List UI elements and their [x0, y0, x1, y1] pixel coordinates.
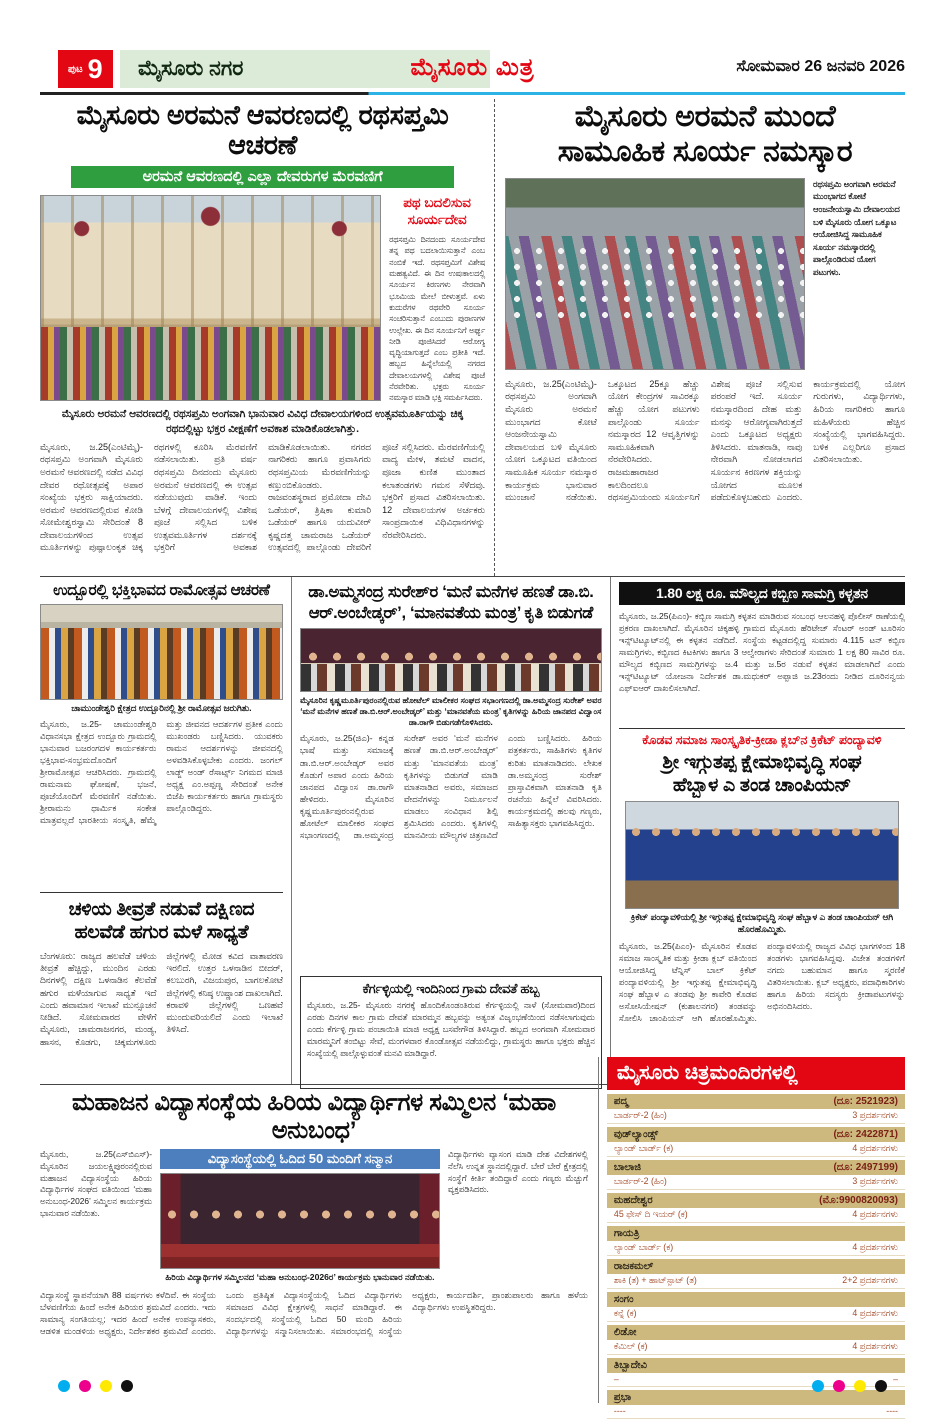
cricket-kicker: ಕೊಡವ ಸಮಾಜ ಸಾಂಸ್ಕೃತಿಕ-ಕ್ರೀಡಾ ಕ್ಲಬ್‌ನ ಕ್ರಿಕೆಟ್ ಪಂದ್ಯಾವಳಿ — [642, 733, 882, 747]
print-registration-marks-right — [812, 1380, 887, 1392]
mahajana-stage-photo — [160, 1173, 440, 1269]
story-divider — [619, 728, 905, 729]
masthead-title: ಮೈಸೂರು ಮಿತ್ರ — [410, 54, 535, 81]
film-name: ಬಾರ್ಡರ್-2 (ಹಿಂ) — [613, 1176, 667, 1186]
book-release-body: ಮೈಸೂರು, ಜ.25(ಜಿಎ)- ಕನ್ನಡ ಭಾಷೆ ಮತ್ತು ಸಮಾಜಕ್ಕೆ ಡಾ.ಬಿ.ಆರ್.ಅಂಬೇಡ್ಕರ್ ಅವರ ಕೊಡುಗೆ ಅಪಾರ ಎಂದು ಹಿರಿಯ ಜಾನಪದ ವಿದ್ವಾಂಸ ಡಾ.ರಾಗೌ ಹೇಳಿದರು. ಮೈಸೂರಿನ ಕೃಷ್ಣಮೂರ್ತಿಪುರಂನಲ್ಲಿರುವ ಹೋಟೆಲ್ ಮಾಲೀಕರ ಸಂಘದ ಸಭಾಂಗಣದಲ್ಲಿ ಡಾ.ಅಮ್ಮಸಂದ್ರ ಸುರೇಶ್ ಅವರ ‘ಮನೆ ಮನೆಗಳ ಹಣತೆ ಡಾ.ಬಿ.ಆರ್.ಅಂಬೇಡ್ಕರ್’ ಮತ್ತು ‘ಮಾನವತೆಯ ಮಂತ್ರ’ ಕೃತಿಗಳನ್ನು ಬಿಡುಗಡೆ ಮಾಡಿ ಮಾತನಾಡಿದ ಅವರು, ಸಮಾಜದ ವೇದನೆಗಳನ್ನು ನಿರ್ಮೂಲನೆ ಮಾಡಲು ಸಂವಿಧಾನ ಶಿಲ್ಪಿ ಶ್ರಮಿಸಿದರು ಎಂದರು. ಕೃತಿಗಳಲ್ಲಿ ಮಾನವೀಯ ಮೌಲ್ಯಗಳ ಚಿತ್ರಣವಿದೆ ಎಂದು ಬಣ್ಣಿಸಿದರು. ಹಿರಿಯ ಪತ್ರಕರ್ತರು, ಸಾಹಿತಿಗಳು ಕೃತಿಗಳ ಕುರಿತು ಮಾತನಾಡಿದರು. ಲೇಖಕ ಡಾ.ಅಮ್ಮಸಂದ್ರ ಸುರೇಶ್ ಪ್ರಾಸ್ತಾವಿಕವಾಗಿ ಮಾತನಾಡಿ ಕೃತಿ ರಚನೆಯ ಹಿನ್ನೆಲೆ ವಿವರಿಸಿದರು. ಕಾರ್ಯಕ್ರಮದಲ್ಲಿ ಹಲವು ಗಣ್ಯರು, ಸಾಹಿತ್ಯಾಸಕ್ತರು ಭಾಗವಹಿಸಿದ್ದರು. — [299, 733, 602, 840]
rathasaptami-headline: ಮೈಸೂರು ಅರಮನೆ ಆವರಣದಲ್ಲಿ ರಥಸಪ್ತಮಿ ಆಚರಣೆ — [76, 100, 449, 160]
cinema-row — [607, 1160, 905, 1190]
show-count: 4 ಪ್ರದರ್ಶನಗಳು — [852, 1143, 898, 1153]
theatre-phone: (ದೂ: 2521923) — [833, 1096, 898, 1107]
cricket-headline — [619, 751, 905, 797]
kergalli-story-box — [300, 976, 602, 1089]
black-dot-icon — [121, 1380, 133, 1392]
cricket-headline-line2: ಹೆಬ್ಬಾಳ ಎ ತಂಡ ಚಾಂಪಿಯನ್ — [672, 775, 852, 797]
column-center — [291, 577, 611, 1084]
film-name: – — [613, 1374, 619, 1384]
film-name: ಕೆಮಿಲ್ (ಕ) — [613, 1341, 648, 1351]
black-dot-icon — [875, 1380, 887, 1392]
surya-headline-line2: ಸಾಮೂಹಿಕ ಸೂರ್ಯ ನಮಸ್ಕಾರ — [557, 135, 853, 169]
theatre-name: ವುಡ್‌ಲ್ಯಾಂಡ್ಸ್ — [613, 1129, 659, 1140]
theatre-name: ಪ್ರಭಾ — [613, 1392, 632, 1403]
show-count: ---- — [886, 1406, 898, 1416]
theatre-name: ಪದ್ಮ — [613, 1096, 629, 1107]
cricket-team-photo — [625, 801, 899, 909]
show-count: 2+2 ಪ್ರದರ್ಶನಗಳು — [842, 1275, 898, 1285]
show-count: 4 ಪ್ರದರ್ಶನಗಳು — [852, 1242, 898, 1252]
weather-headline-line2: ಹಲವೆಡೆ ಹಗುರ ಮಳೆ ಸಾಧ್ಯತೆ — [74, 921, 249, 943]
weather-headline — [40, 899, 283, 945]
theatre-phone: (ದೂ: 2497199) — [833, 1162, 898, 1173]
cinema-row — [607, 1226, 905, 1256]
film-name: ಕನ್ನೆ (ಕ) — [613, 1308, 637, 1318]
cyan-dot-icon — [58, 1380, 70, 1392]
show-count: 3 ಪ್ರದರ್ಶನಗಳು — [852, 1110, 898, 1120]
yellow-dot-icon — [100, 1380, 112, 1392]
rathasaptami-strapline: ಅರಮನೆ ಆವರಣದಲ್ಲಿ ಎಲ್ಲಾ ದೇವರುಗಳ ಮೆರವಣಿಗೆ — [71, 166, 454, 188]
header-rule — [40, 92, 905, 95]
page-header — [40, 50, 905, 90]
theatre-name: ರಾಜಕಮಲ್ — [613, 1261, 654, 1272]
story-rathasaptami — [40, 99, 494, 576]
surya-headline-line1: ಮೈಸೂರು ಅರಮನೆ ಮುಂದೆ — [574, 100, 836, 133]
page-number: 9 — [87, 53, 103, 84]
theatre-name: ತಿಬ್ಬಾದೇವಿ — [613, 1360, 647, 1371]
palace-procession-photo — [40, 195, 381, 401]
udbur-headline: ಉದ್ಬೂರಲ್ಲಿ ಭಕ್ತಿಭಾವದ ರಾಮೋತ್ಸವ ಆಚರಣೆ — [53, 582, 270, 599]
cinema-row — [607, 1325, 905, 1355]
mahajana-body-right: ವಿದ್ಯಾರ್ಥಿಗಳು ವ್ಯಾಸಂಗ ಮಾಡಿ ದೇಶ ವಿದೇಶಗಳಲ್ಲಿ ನೆಲೆಸಿ ಉನ್ನತ ಸ್ಥಾನದಲ್ಲಿದ್ದಾರೆ. ಬೇರೆ ಬೇರೆ ಕ್ಷೇತ್ರದಲ್ಲಿ ಸಂಸ್ಥೆಗೆ ಕೀರ್ತಿ ತಂದಿದ್ದಾರೆ ಎಂದು ಗಣ್ಯರು ಮೆಚ್ಚುಗೆ ವ್ಯಕ್ತಪಡಿಸಿದರು. — [447, 1149, 588, 1195]
book-photo-caption: ಮೈಸೂರಿನ ಕೃಷ್ಣಮೂರ್ತಿಪುರಂನಲ್ಲಿರುವ ಹೋಟೆಲ್ ಮಾಲೀಕರ ಸಂಘದ ಸಭಾಂಗಣದಲ್ಲಿ ಡಾ.ಅಮ್ಮಸಂದ್ರ ಸುರೇಶ್ ಅವರ ‘ಮನೆ ಮನೆಗಳ ಹಣತೆ ಡಾ.ಬಿ.ಆರ್.ಅಂಬೇಡ್ಕರ್’ ಮತ್ತು ‘ಮಾನವತೆಯ ಮಂತ್ರ’ ಕೃತಿಗಳನ್ನು ಹಿರಿಯ ಜಾನಪದ ವಿದ್ವಾಂಸ ಡಾ.ರಾಗೌ ಬಿಡುಗಡೆಗೊಳಿಸಿದರು. — [300, 696, 602, 728]
cinema-listing — [598, 1057, 905, 1416]
weather-body: ಬೆಂಗಳೂರು: ರಾಜ್ಯದ ಹಲವೆಡೆ ಚಳಿಯ ತೀವ್ರತೆ ಹೆಚ್ಚಿದ್ದು, ಮುಂದಿನ ಎರಡು ದಿನಗಳಲ್ಲಿ ದಕ್ಷಿಣ ಒಳನಾಡಿನ ಕೆಲವೆಡೆ ಹಗುರ ಮಳೆಯಾಗುವ ಸಾಧ್ಯತೆ ಇದೆ ಎಂದು ಹವಾಮಾನ ಇಲಾಖೆ ಮುನ್ಸೂಚನೆ ನೀಡಿದೆ. ಸೋಮವಾರದ ವೇಳೆಗೆ ಮೈಸೂರು, ಚಾಮರಾಜನಗರ, ಮಂಡ್ಯ, ಹಾಸನ, ಕೊಡಗು, ಚಿಕ್ಕಮಗಳೂರು ಜಿಲ್ಲೆಗಳಲ್ಲಿ ಮೋಡ ಕವಿದ ವಾತಾವರಣ ಇರಲಿದೆ. ಉತ್ತರ ಒಳನಾಡಿನ ಬೀದರ್, ಕಲಬುರಗಿ, ವಿಜಯಪುರ, ಬಾಗಲಕೋಟೆ ಜಿಲ್ಲೆಗಳಲ್ಲಿ ಕನಿಷ್ಠ ಉಷ್ಣಾಂಶ ದಾಖಲಾಗಿದೆ. ಕರಾವಳಿ ಜಿಲ್ಲೆಗಳಲ್ಲಿ ಒಣಹವೆ ಮುಂದುವರಿಯಲಿದೆ ಎಂದು ಇಲಾಖೆ ತಿಳಿಸಿದೆ. — [40, 950, 283, 1047]
mahajana-headline: ಮಹಾಜನ ವಿದ್ಯಾಸಂಸ್ಥೆಯ ಹಿರಿಯ ವಿದ್ಯಾರ್ಥಿಗಳ ಸಮ್ಮಿಲನ ‘ಮಹಾ ಅನುಬಂಧ’ — [71, 1089, 556, 1144]
theatre-phone: (ಮೊ:9900820093) — [819, 1195, 898, 1206]
story-surya-namaskara — [494, 99, 905, 576]
sidebar-text: ರಥಸಪ್ತಮಿ ದಿನದಂದು ಸೂರ್ಯದೇವ ತನ್ನ ಪಥ ಬದಲಾಯಿಸುತ್ತಾನೆ ಎಂಬ ನಂಬಿಕೆ ಇದೆ. ರಥಸಪ್ತಮಿಗೆ ವಿಶೇಷ ಮಹತ್ವವಿದೆ. ಈ ದಿನ ಉಷಃಕಾಲದಲ್ಲಿ ಸೂರ್ಯನ ಕಿರಣಗಳು ನೇರವಾಗಿ ಭೂಮಿಯ ಮೇಲೆ ಬೀಳುತ್ತವೆ. ಏಳು ಕುದುರೆಗಳ ರಥವೇರಿ ಸೂರ್ಯ ಸಂಚರಿಸುತ್ತಾನೆ ಎಂಬುದು ಪುರಾಣಗಳ ಉಲ್ಲೇಖ. ಈ ದಿನ ಸೂರ್ಯನಿಗೆ ಅರ್ಘ್ಯ ನೀಡಿ ಪೂಜಿಸಿದರೆ ಆರೋಗ್ಯ ವೃದ್ಧಿಯಾಗುತ್ತದೆ ಎಂಬ ಪ್ರತೀತಿ ಇದೆ. ಹಬ್ಬದ ಹಿನ್ನೆಲೆಯಲ್ಲಿ ನಗರದ ದೇವಾಲಯಗಳಲ್ಲಿ ವಿಶೇಷ ಪೂಜೆ ನೆರವೇರಿತು. ಭಕ್ತರು ಸೂರ್ಯ ನಮಸ್ಕಾರ ಮಾಡಿ ಭಕ್ತಿ ಸಮರ್ಪಿಸಿದರು. — [389, 235, 486, 403]
cinema-row — [607, 1127, 905, 1157]
mahajana-photo-caption: ಹಿರಿಯ ವಿದ್ಯಾರ್ಥಿಗಳ ಸಮ್ಮಿಲನದ ‘ಮಹಾ ಅನುಬಂಧ-2026ರ’ ಕಾರ್ಯಕ್ರಮ ಭಾನುವಾರ ನಡೆಯಿತು. — [165, 1272, 435, 1283]
cinema-row — [607, 1292, 905, 1322]
udbur-body: ಮೈಸೂರು, ಜ.25- ಚಾಮುಂಡೇಶ್ವರಿ ವಿಧಾನಸಭಾ ಕ್ಷೇತ್ರದ ಉದ್ಬೂರು ಗ್ರಾಮದಲ್ಲಿ ಭಾನುವಾರ ಬಜರಂಗದಳ ಕಾರ್ಯಕರ್ತರು ಭಕ್ತಿಭಾವ-ಸಂಭ್ರಮದೊಂದಿಗೆ ಶ್ರೀರಾಮೋತ್ಸವ ಆಚರಿಸಿದರು. ಗ್ರಾಮದಲ್ಲಿ ರಾಮನಾಮ ಘೋಷಣೆ, ಭಜನೆ, ಪೂಜೆಯೊಂದಿಗೆ ಮೆರವಣಿಗೆ ನಡೆಯಿತು. ಶ್ರೀರಾಮನು ಧಾರ್ಮಿಕ ಸಂಕೇತ ಮಾತ್ರವಲ್ಲದೆ ಭಾರತೀಯ ಸಂಸ್ಕೃತಿ, ಹೆಮ್ಮೆ ಮತ್ತು ಜೀವನದ ಆದರ್ಶಗಳ ಪ್ರತೀಕ ಎಂದು ಮುಖಂಡರು ಬಣ್ಣಿಸಿದರು. ಯುವಕರು ರಾಮನ ಆದರ್ಶಗಳನ್ನು ಜೀವನದಲ್ಲಿ ಅಳವಡಿಸಿಕೊಳ್ಳಬೇಕು ಎಂದರು. ಜಂಗಲ್ ಲಾಡ್ಜ್ ಅಂಡ್ ರೆಸಾರ್ಟ್ಸ್ ನಿಗಮದ ಮಾಜಿ ಅಧ್ಯಕ್ಷ ಎಂ.ಅಪ್ಪಣ್ಣ ಸೇರಿದಂತೆ ಅನೇಕ ಬಿಜೆಪಿ ಕಾರ್ಯಕರ್ತರು ಹಾಗೂ ಗ್ರಾಮಸ್ಥರು ಪಾಲ್ಗೊಂಡಿದ್ದರು. — [40, 719, 283, 826]
top-stories — [40, 99, 905, 577]
book-release-headline: ಡಾ.ಅಮ್ಮಸಂದ್ರ ಸುರೇಶ್‌ರ ‘ಮನೆ ಮನೆಗಳ ಹಣತೆ ಡಾ.ಬಿ. ಆರ್.ಅಂಬೇಡ್ಕರ್’, ‘ಮಾನವತೆಯ ಮಂತ್ರ’ ಕೃತಿ ಬಿಡುಗಡೆ — [308, 583, 594, 622]
story-mahajana — [40, 1085, 598, 1395]
theatre-name: ಗಾಯತ್ರಿ — [613, 1228, 640, 1239]
bottom-stories — [40, 1062, 905, 1416]
page-label: ಪುಟ — [68, 63, 83, 75]
magenta-dot-icon — [833, 1380, 845, 1392]
book-release-photo — [300, 628, 602, 692]
cinema-title: ಮೈಸೂರು ಚಿತ್ರಮಂದಿರಗಳಲ್ಲಿ — [607, 1057, 905, 1090]
film-name: ಲ್ಯಾಂಡ್ ಬಾರ್ಡ್ (ಕ) — [613, 1242, 674, 1252]
film-name: ಬಾರ್ಡರ್-2 (ಹಿಂ) — [613, 1110, 667, 1120]
column-right — [611, 577, 905, 1084]
story-divider — [40, 892, 283, 893]
show-count: 3 ಪ್ರದರ್ಶನಗಳು — [852, 1176, 898, 1186]
theatre-name: ಲಿಡೋ — [613, 1327, 637, 1338]
surya-body: ಮೈಸೂರು, ಜ.25(ಎಂಟಿಮೈ)- ರಥಸಪ್ತಮಿ ಅಂಗವಾಗಿ ಮೈಸೂರು ಅರಮನೆ ಮುಂಭಾಗದ ಕೋಟೆ ಆಂಜನೇಯಸ್ವಾಮಿ ದೇವಾಲಯದ ಬಳಿ ಮೈಸೂರು ಯೋಗ ಒಕ್ಕೂಟದ ವತಿಯಿಂದ ಸಾಮೂಹಿಕ ಸೂರ್ಯ ನಮಸ್ಕಾರ ಕಾರ್ಯಕ್ರಮ ಭಾನುವಾರ ಮುಂಜಾನೆ ನಡೆಯಿತು. ಒಕ್ಕೂಟದ 25ಕ್ಕೂ ಹೆಚ್ಚು ಯೋಗ ಕೇಂದ್ರಗಳ ಸಾವಿರಕ್ಕೂ ಹೆಚ್ಚು ಯೋಗ ಪಟುಗಳು ಪಾಲ್ಗೊಂಡು ಸೂರ್ಯ ನಮಸ್ಕಾರದ 12 ಆವೃತ್ತಿಗಳನ್ನು ಸಾಮೂಹಿಕವಾಗಿ ನೆರವೇರಿಸಿದರು. ರಾಜಮಹಾರಾಜರ ಕಾಲದಿಂದಲೂ ರಥಸಪ್ತಮಿಯಂದು ಸೂರ್ಯನಿಗೆ ವಿಶೇಷ ಪೂಜೆ ಸಲ್ಲಿಸುವ ಪರಂಪರೆ ಇದೆ. ಸೂರ್ಯ ನಮಸ್ಕಾರದಿಂದ ದೇಹ ಮತ್ತು ಮನಸ್ಸು ಆರೋಗ್ಯವಾಗಿರುತ್ತದೆ ಎಂದು ಒಕ್ಕೂಟದ ಅಧ್ಯಕ್ಷರು ತಿಳಿಸಿದರು. ಮಾತನಾಡಿ, ನಾವು ನೇರವಾಗಿ ನೋಡಲಾಗದ ಸೂರ್ಯನ ಕಿರಣಗಳ ಶಕ್ತಿಯನ್ನು ಯೋಗದ ಮೂಲಕ ಪಡೆದುಕೊಳ್ಳಬಹುದು ಎಂದರು. ಕಾರ್ಯಕ್ರಮದಲ್ಲಿ ಯೋಗ ಗುರುಗಳು, ವಿದ್ಯಾರ್ಥಿಗಳು, ಹಿರಿಯ ನಾಗರಿಕರು ಹಾಗೂ ಮಹಿಳೆಯರು ಹೆಚ್ಚಿನ ಸಂಖ್ಯೆಯಲ್ಲಿ ಭಾಗವಹಿಸಿದ್ದರು. ಬಳಿಕ ಎಲ್ಲರಿಗೂ ಪ್ರಸಾದ ವಿತರಿಸಲಾಯಿತು. — [505, 378, 905, 503]
cricket-photo-caption: ಕ್ರಿಕೆಟ್ ಪಂದ್ಯಾವಳಿಯಲ್ಲಿ ಶ್ರೀ ಇಗ್ಗುತಪ್ಪ ಕ್ಷೇಮಾಭಿವೃದ್ಧಿ ಸಂಘ ಹೆಬ್ಬಾಳ ಎ ತಂಡ ಚಾಂಪಿಯನ್ ಆಗಿ ಹೊರಹೊಮ್ಮಿತು. — [630, 912, 894, 935]
mahajana-strapline: ವಿದ್ಯಾಸಂಸ್ಥೆಯಲ್ಲಿ ಓದಿದ 50 ಮಂದಿಗೆ ಸನ್ಮಾನ — [160, 1149, 440, 1169]
theatre-name: ಮಹದೇಶ್ವರ — [613, 1195, 653, 1206]
theatre-name: ಸಂಗಂ — [613, 1294, 634, 1305]
kergalli-body: ಮೈಸೂರು, ಜ.25- ಮೈಸೂರು ನಗರಕ್ಕೆ ಹೊಂದಿಕೊಂಡಂತಿರುವ ಕೆರ್ಗಳ್ಳಿಯಲ್ಲಿ ನಾಳೆ (ಸೋಮವಾರ)ದಿಂದ ಎರಡು ದಿನಗಳ ಕಾಲ ಗ್ರಾಮ ದೇವತೆ ಮಾರಮ್ಮನ ಹಬ್ಬವನ್ನು ಅತ್ಯಂತ ವಿಜೃಂಭಣೆಯಿಂದ ನಡೆಸಲಾಗುವುದು ಎಂದು ಕೆರ್ಗಳ್ಳಿ ಗ್ರಾಮ ಪಂಚಾಯಿತಿ ಮಾಜಿ ಅಧ್ಯಕ್ಷ ಬಸವೇಗೌಡ ತಿಳಿಸಿದ್ದಾರೆ. ಹಬ್ಬದ ಅಂಗವಾಗಿ ಸೋಮವಾರ ಮಾರಮ್ಮನಿಗೆ ತಂಬಿಟ್ಟು ಸೇವೆ, ಮಂಗಳವಾರ ಕೊಂಡೋತ್ಸವ ನಡೆಯಲಿದ್ದು, ಗ್ರಾಮಸ್ಥರು ಹಾಗೂ ಭಕ್ತರು ಹೆಚ್ಚಿನ ಸಂಖ್ಯೆಯಲ್ಲಿ ಪಾಲ್ಗೊಳ್ಳುವಂತೆ ಮನವಿ ಮಾಡಿದ್ದಾರೆ. — [306, 1000, 595, 1058]
show-count: 4 ಪ್ರದರ್ಶನಗಳು — [852, 1341, 898, 1351]
cinema-row — [607, 1094, 905, 1124]
yellow-dot-icon — [854, 1380, 866, 1392]
surya-photo-caption: ರಥಸಪ್ತಮಿ ಅಂಗವಾಗಿ ಅರಮನೆ ಮುಂಭಾಗದ ಕೋಟೆ ಆಂಜನೇಯಸ್ವಾಮಿ ದೇವಾಲಯದ ಬಳಿ ಮೈಸೂರು ಯೋಗ ಒಕ್ಕೂಟ ಆಯೋಜಿಸಿದ್ದ ಸಾಮೂಹಿಕ ಸೂರ್ಯ ನಮಸ್ಕಾರದಲ್ಲಿ ಪಾಲ್ಗೊಂಡಿರುವ ಯೋಗ ಪಟುಗಳು. — [813, 178, 900, 278]
section-name: ಮೈಸೂರು ನಗರ — [138, 57, 244, 80]
sidebar-title: ಪಥ ಬದಲಿಸುವ ಸೂರ್ಯದೇವ — [403, 195, 471, 228]
udbur-ramotsava-photo — [40, 604, 283, 700]
film-name: 45 ಫೇಸ್ ದಿ ಇಯರ್ (ಕ) — [613, 1209, 688, 1219]
magenta-dot-icon — [79, 1380, 91, 1392]
cyan-dot-icon — [812, 1380, 824, 1392]
middle-stories — [40, 577, 905, 1085]
theatre-phone: (ದೂ: 2422871) — [833, 1129, 898, 1140]
show-count: 4 ಪ್ರದರ್ಶನಗಳು — [852, 1308, 898, 1318]
cricket-headline-line1: ಶ್ರೀ ಇಗ್ಗುತಪ್ಪ ಕ್ಷೇಮಾಭಿವೃದ್ಧಿ ಸಂಘ — [662, 752, 862, 773]
film-name: ಶಾಕಿ (ತ) + ಹಾಟ್‌ಸ್ಪಾಟ್ (ತ) — [613, 1275, 697, 1285]
cricket-body: ಮೈಸೂರು, ಜ.25(ಪಿಎಂ)- ಮೈಸೂರಿನ ಕೊಡವ ಸಮಾಜ ಸಾಂಸ್ಕೃತಿಕ ಮತ್ತು ಕ್ರೀಡಾ ಕ್ಲಬ್ ವತಿಯಿಂದ ಆಯೋಜಿಸಿದ್ದ ಟೆನ್ನಿಸ್ ಬಾಲ್ ಕ್ರಿಕೆಟ್ ಪಂದ್ಯಾವಳಿಯಲ್ಲಿ ಶ್ರೀ ಇಗ್ಗುತಪ್ಪ ಕ್ಷೇಮಾಭಿವೃದ್ಧಿ ಸಂಘ ಹೆಬ್ಬಾಳ ಎ ತಂಡವು ಶ್ರೀ ಕಾವೇರಿ ಕೊಡವ ಅಸೋಸಿಯೇಷನ್ (ಕುಶಾಲನಗರ) ತಂಡವನ್ನು ಸೋಲಿಸಿ ಚಾಂಪಿಯನ್ ಆಗಿ ಹೊರಹೊಮ್ಮಿತು. ಪಂದ್ಯಾವಳಿಯಲ್ಲಿ ರಾಜ್ಯದ ವಿವಿಧ ಭಾಗಗಳಿಂದ 18 ತಂಡಗಳು ಭಾಗವಹಿಸಿದ್ದವು. ವಿಜೇತ ತಂಡಗಳಿಗೆ ನಗದು ಬಹುಮಾನ ಹಾಗೂ ಸ್ಮರಣಿಕೆ ವಿತರಿಸಲಾಯಿತು. ಕ್ಲಬ್ ಅಧ್ಯಕ್ಷರು, ಪದಾಧಿಕಾರಿಗಳು ಹಾಗೂ ಹಿರಿಯ ಸದಸ್ಯರು ಕ್ರೀಡಾಪಟುಗಳನ್ನು ಅಭಿನಂದಿಸಿದರು. — [618, 941, 905, 1024]
theft-headline: 1.80 ಲಕ್ಷ ರೂ. ಮೌಲ್ಯದ ಕಬ್ಬಿಣ ಸಾಮಗ್ರಿ ಕಳ್ಳತನ — [619, 582, 905, 605]
cinema-row — [607, 1193, 905, 1223]
mahajana-body-bottom: ವಿದ್ಯಾಸಂಸ್ಥೆ ಸ್ಥಾಪನೆಯಾಗಿ 88 ವರ್ಷಗಳು ಕಳೆದಿವೆ. ಈ ಸಂಸ್ಥೆಯ ಬೆಳವಣಿಗೆಯ ಹಿಂದೆ ಅನೇಕ ಹಿರಿಯರ ಶ್ರಮವಿದೆ ಎಂದರು. ಇದು ಸಾಮಾನ್ಯ ಸಂಗತಿಯಲ್ಲ; ಇದರ ಹಿಂದೆ ಅನೇಕ ಉಪನ್ಯಾಸಕರು, ಆಡಳಿತ ಮಂಡಳಿಯ ಅಧ್ಯಕ್ಷರು, ನಿರ್ದೇಶಕರ ಶ್ರಮವಿದೆ ಎಂದರು. ಒಂದು ಪ್ರತಿಷ್ಠಿತ ವಿದ್ಯಾಸಂಸ್ಥೆಯಲ್ಲಿ ಓದಿದ ವಿದ್ಯಾರ್ಥಿಗಳು ಸಮಾಜದ ವಿವಿಧ ಕ್ಷೇತ್ರಗಳಲ್ಲಿ ಸಾಧನೆ ಮಾಡಿದ್ದಾರೆ. ಈ ಸಂದರ್ಭದಲ್ಲಿ ಸಂಸ್ಥೆಯಲ್ಲಿ ಓದಿದ 50 ಮಂದಿ ಹಿರಿಯ ವಿದ್ಯಾರ್ಥಿಗಳನ್ನು ಸನ್ಮಾನಿಸಲಾಯಿತು. ಸಮಾರಂಭದಲ್ಲಿ ಸಂಸ್ಥೆಯ ಅಧ್ಯಕ್ಷರು, ಕಾರ್ಯದರ್ಶಿ, ಪ್ರಾಂಶುಪಾಲರು ಹಾಗೂ ಹಳೆಯ ವಿದ್ಯಾರ್ಥಿಗಳು ಉಪಸ್ಥಿತರಿದ್ದರು. — [40, 1290, 588, 1337]
show-count: 4 ಪ್ರದರ್ಶನಗಳು — [852, 1209, 898, 1219]
surya-sidebar — [389, 195, 485, 401]
surya-namaskara-photo — [505, 178, 805, 370]
kergalli-headline: ಕೆರ್ಗಳ್ಳಿಯಲ್ಲಿ ಇಂದಿನಿಂದ ಗ್ರಾಮ ದೇವತೆ ಹಬ್ಬ — [362, 981, 540, 997]
mahajana-body-left: ಮೈಸೂರು, ಜ.25(ಎಸ್‌ಬಿಎಸ್)- ಮೈಸೂರಿನ ಜಯಲಕ್ಷ್ಮಿಪುರಂನಲ್ಲಿರುವ ಮಹಾಜನ ವಿದ್ಯಾಸಂಸ್ಥೆಯ ಹಿರಿಯ ವಿದ್ಯಾರ್ಥಿಗಳ ಸಂಘದ ವತಿಯಿಂದ ‘ಮಹಾ ಅನುಬಂಧ-2026’ ಸಮ್ಮಿಲನ ಕಾರ್ಯಕ್ರಮ ಭಾನುವಾರ ನಡೆಯಿತು. — [40, 1149, 152, 1219]
cinema-row — [607, 1259, 905, 1289]
udbur-photo-caption: ಚಾಮುಂಡೇಶ್ವರಿ ಕ್ಷೇತ್ರದ ಉದ್ಬೂರಿನಲ್ಲಿ ಶ್ರೀ ರಾಮೋತ್ಸವ ಜರುಗಿತು. — [71, 703, 252, 713]
print-registration-marks-left — [58, 1380, 133, 1392]
show-count: – — [893, 1374, 898, 1384]
mahajana-photo-block — [160, 1149, 440, 1283]
theft-body: ಮೈಸೂರು, ಜ.25(ಪಿಎಂ)- ಕಬ್ಬಿಣ ಸಾಮಗ್ರಿ ಕಳ್ಳತನ ಮಾಡಿರುವ ಸಂಬಂಧ ಆಲನಹಳ್ಳಿ ಪೊಲೀಸ್ ಠಾಣೆಯಲ್ಲಿ ಪ್ರಕರಣ ದಾಖಲಾಗಿದೆ. ಮೈಸೂರಿನ ಚಿಕ್ಕಹಳ್ಳಿ ಗ್ರಾಮದ ಮೈಸೂರು ಹೆರಿಟೇಜ್ ಸೆಂಟರ್ ಅಂಡ್ ಟೂರಿಸಂ ಇನ್ಸ್‌ಟಿಟ್ಯೂಟ್‌ನಲ್ಲಿ ಈ ಕಳ್ಳತನ ನಡೆದಿದೆ. ಸಂಸ್ಥೆಯ ಕಟ್ಟಡದಲ್ಲಿದ್ದ ಸುಮಾರು 4.115 ಟನ್ ಕಬ್ಬಿಣ ಸಾಮಗ್ರಿಗಳು, ಕಬ್ಬಿಣದ ಕಿಟಕಿಗಳು ಹಾಗೂ 3 ಆಲ್ವೇರಾಗಳು ಸೇರಿದಂತೆ ಸುಮಾರು 1 ಲಕ್ಷ 80 ಸಾವಿರ ರೂ. ಮೌಲ್ಯದ ಕಬ್ಬಿಣದ ಸಾಮಗ್ರಿಗಳನ್ನು ಜ.4 ಮತ್ತು ಜ.5ರ ನಡುವೆ ಕಳ್ಳತನ ಮಾಡಲಾಗಿದೆ ಎಂದು ಇನ್ಸ್‌ಟಿಟ್ಯೂಟ್ ಯೋಜನಾ ನಿರ್ದೇಶಕ ಡಾ.ಮಧುಕರ್ ಅಪ್ಪಾಜಿ ಜ.23ರಂದು ನೀಡಿದ ದೂರಿನನ್ವಯ ಎಫ್‌ಐಆರ್ ದಾಖಲಿಸಲಾಗಿದೆ. — [618, 611, 905, 694]
film-name: ---- — [613, 1406, 626, 1416]
edition-date: ಸೋಮವಾರ 26 ಜನವರಿ 2026 — [736, 58, 905, 75]
column-left — [40, 577, 291, 1084]
theatre-name: ಬಾಲಾಜಿ — [613, 1162, 642, 1173]
palace-photo-caption: ಮೈಸೂರು ಅರಮನೆ ಆವರಣದಲ್ಲಿ ರಥಸಪ್ತಮಿ ಅಂಗವಾಗಿ ಭಾನುವಾರ ವಿವಿಧ ದೇವಾಲಯಗಳಿಂದ ಉತ್ಸವಮೂರ್ತಿಯನ್ನು ಚಿಕ್ಕ ರಥದಲ್ಲಿಟ್ಟು ಭಕ್ತರ ವೀಕ್ಷಣೆಗೆ ಅವಕಾಶ ಮಾಡಿಕೊಡಲಾಗಿತ್ತು. — [61, 408, 464, 435]
rathasaptami-body: ಮೈಸೂರು, ಜ.25(ಎಂಟಿಮೈ)- ರಥಸಪ್ತಮಿ ಅಂಗವಾಗಿ ಮೈಸೂರು ಅರಮನೆ ಆವರಣದಲ್ಲಿ ನಡೆದ ವಿವಿಧ ದೇವರ ರಥೋತ್ಸವಕ್ಕೆ ಅಪಾರ ಸಂಖ್ಯೆಯ ಭಕ್ತರು ಸಾಕ್ಷಿಯಾದರು. ಅರಮನೆ ಆವರಣದಲ್ಲಿರುವ ಕೋಡಿ ಸೋಮೇಶ್ವರಸ್ವಾಮಿ ಸೇರಿದಂತೆ 8 ದೇವಾಲಯಗಳಿಂದ ಉತ್ಸವ ಮೂರ್ತಿಗಳನ್ನು ಪುಷ್ಪಾಲಂಕೃತ ಚಿಕ್ಕ ರಥಗಳಲ್ಲಿ ಕೂರಿಸಿ ಮೆರವಣಿಗೆ ನಡೆಸಲಾಯಿತು. ಪ್ರತಿ ವರ್ಷ ರಥಸಪ್ತಮಿ ದಿನದಂದು ಮೈಸೂರು ಅರಮನೆ ಆವರಣದಲ್ಲಿ ಈ ಉತ್ಸವ ನಡೆಯುವುದು ವಾಡಿಕೆ. ಇಂದು ಬೆಳಗ್ಗೆ ದೇವಾಲಯಗಳಲ್ಲಿ ವಿಶೇಷ ಪೂಜೆ ಸಲ್ಲಿಸಿದ ಬಳಿಕ ಉತ್ಸವಮೂರ್ತಿಗಳ ದರ್ಶನಕ್ಕೆ ಭಕ್ತರಿಗೆ ಅವಕಾಶ ಮಾಡಿಕೊಡಲಾಯಿತು. ನಗರದ ನಾಗರಿಕರು ಹಾಗೂ ಪ್ರವಾಸಿಗರು ರಥಸಪ್ತಮಿಯ ಮೆರವಣಿಗೆಯನ್ನು ಕಣ್ತುಂಬಿಕೊಂಡರು. ರಾಜವಂಶಸ್ಥರಾದ ಪ್ರಮೋದಾ ದೇವಿ ಒಡೆಯರ್, ತ್ರಿಷಿಕಾ ಕುಮಾರಿ ಒಡೆಯರ್ ಹಾಗೂ ಯದುವೀರ್ ಕೃಷ್ಣದತ್ತ ಚಾಮರಾಜ ಒಡೆಯರ್ ಉತ್ಸವದಲ್ಲಿ ಪಾಲ್ಗೊಂಡು ದೇವರಿಗೆ ಪೂಜೆ ಸಲ್ಲಿಸಿದರು. ಮೆರವಣಿಗೆಯಲ್ಲಿ ವಾದ್ಯ ಮೇಳ, ತಮಟೆ ವಾದನ, ಪೂಜಾ ಕುಣಿತ ಮುಂತಾದ ಕಲಾತಂಡಗಳು ಗಮನ ಸೆಳೆದವು. ಭಕ್ತರಿಗೆ ಪ್ರಸಾದ ವಿತರಿಸಲಾಯಿತು. 12 ದೇವಾಲಯಗಳ ಅರ್ಚಕರು ಸಾಂಪ್ರದಾಯಿಕ ವಿಧಿವಿಧಾನಗಳನ್ನು ನೆರವೇರಿಸಿದರು. — [40, 441, 486, 553]
weather-headline-line1: ಚಳಿಯ ತೀವ್ರತೆ ನಡುವೆ ದಕ್ಷಿಣದ — [68, 899, 255, 920]
film-name: ಲ್ಯಾಂಡ್ ಬಾರ್ಡ್ (ಕ) — [613, 1143, 674, 1153]
cinema-row — [607, 1390, 905, 1419]
